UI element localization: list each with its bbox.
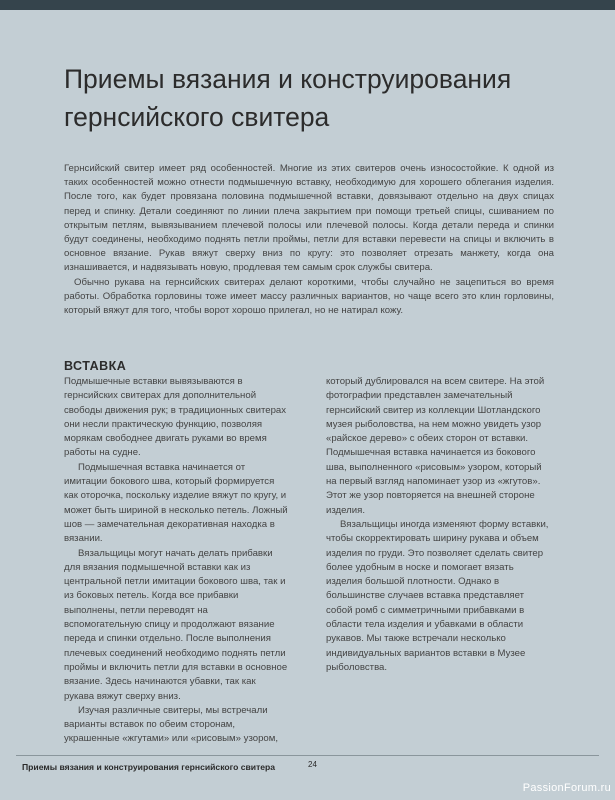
page-title-line-2: гернсийского свитера <box>64 102 330 132</box>
intro-paragraph-2: Обычно рукава на гернсийских свитерах делают короткими, чтобы случайно не зацепиться во время работы. Обработка горловины тоже имеет массу различных вариантов, но чаще всего это клин горловины, который вяжут для того, чтобы ворот хорошо прилегал, но не натирал кожу. <box>64 276 554 317</box>
left-column <box>64 358 288 747</box>
section-heading: ВСТАВКА <box>64 359 127 373</box>
top-bar <box>0 0 615 10</box>
left-paragraph-2: Подмышечная вставка начинается от имитации бокового шва, который формируется как оторочка, поскольку изделие вяжут по кругу, и может быть шириной в несколько петель. Ложный шов — замечательная декоративная находка в вязании. <box>64 461 288 545</box>
intro-text <box>64 162 554 318</box>
left-paragraph-1: Подмышечные вставки вывязываются в гернсийских свитерах для дополнительной свободы движения рук; в традиционных свитерах они несли практическую функцию, позволяя морякам свободнее двигать руками во время работы на судне. <box>64 376 287 459</box>
watermark: PassionForum.ru <box>522 782 611 794</box>
page-number: 24 <box>308 760 317 769</box>
page-title <box>64 60 584 136</box>
left-paragraph-3: Вязальщицы могут начать делать прибавки для вязания подмышечной вставки как из центральной петли имитации бокового шва, так и из боковых петель. Когда все прибавки выполнены, петли переводят на вспомогательную спицу и продолжают вязание переда и спинки отдельно. После выполнения плечевых соединений необходимо поднять петли проймы и включить петли для вставки в основное вязание. Здесь начинаются убавки, так как рукава вяжут сверху вниз. <box>64 547 288 702</box>
right-column <box>326 375 550 675</box>
left-paragraph-4: Изучая различные свитеры, мы встречали варианты вставок по обеим сторонам, украшенные «жгутами» или «рисовым» узором, <box>64 704 279 745</box>
running-title: Приемы вязания и конструирования гернсийского свитера <box>22 762 276 772</box>
footer-divider <box>16 755 599 756</box>
intro-paragraph-1: Гернсийский свитер имеет ряд особенностей. Многие из этих свитеров очень износостойкие. К одной из таких особенностей можно отнести подмышечную вставку, необходимую для хорошего облегания изделия. После того, как будет провязана половина подмышечной вставки, довязывают отдельно на двух спицах перед и спинку. Детали соединяют по линии плеча закрытием при помощи третьей спицы, сшиванием по открытым петлям, вывязыванием плечевой полосы или плечевой полосы. Когда детали переда и спинки будут соединены, необходимо поднять петли проймы, петли для вставки перевести на спицы и включить в основное вязание. Рукав вяжут сверху вниз по кругу: это позволяет отрезать манжету, когда она изнашивается, и надвязывать новую, продлевая тем самым срок службы свитера. <box>64 163 554 274</box>
right-paragraph-1: который дублировался на всем свитере. На этой фотографии представлен замечательный гернсийский свитер из коллекции Шотландского музея рыболовства, на нем можно увидеть узор «райское дерево» с обеих сторон от вставки. Подмышечная вставка начинается из бокового шва, выполненного «рисовым» узором, который на первый взгляд напоминает узор из «жгутов». Этот же узор повторяется на внешней стороне изделия. <box>326 376 545 516</box>
right-paragraph-2: Вязальщицы иногда изменяют форму вставки, чтобы скорректировать ширину рукава и объем изделия по груди. Это позволяет сделать свитер более удобным в носке и помогает вязать изделия большой плотности. Однако в большинстве случаев вставка представляет собой ромб с симметричными прибавками в области тела изделия и убавками в области рукавов. Мы также встречали несколько индивидуальных вариантов вставки в Музее рыболовства. <box>326 518 549 673</box>
page-title-line-1: Приемы вязания и конструирования <box>64 64 512 94</box>
